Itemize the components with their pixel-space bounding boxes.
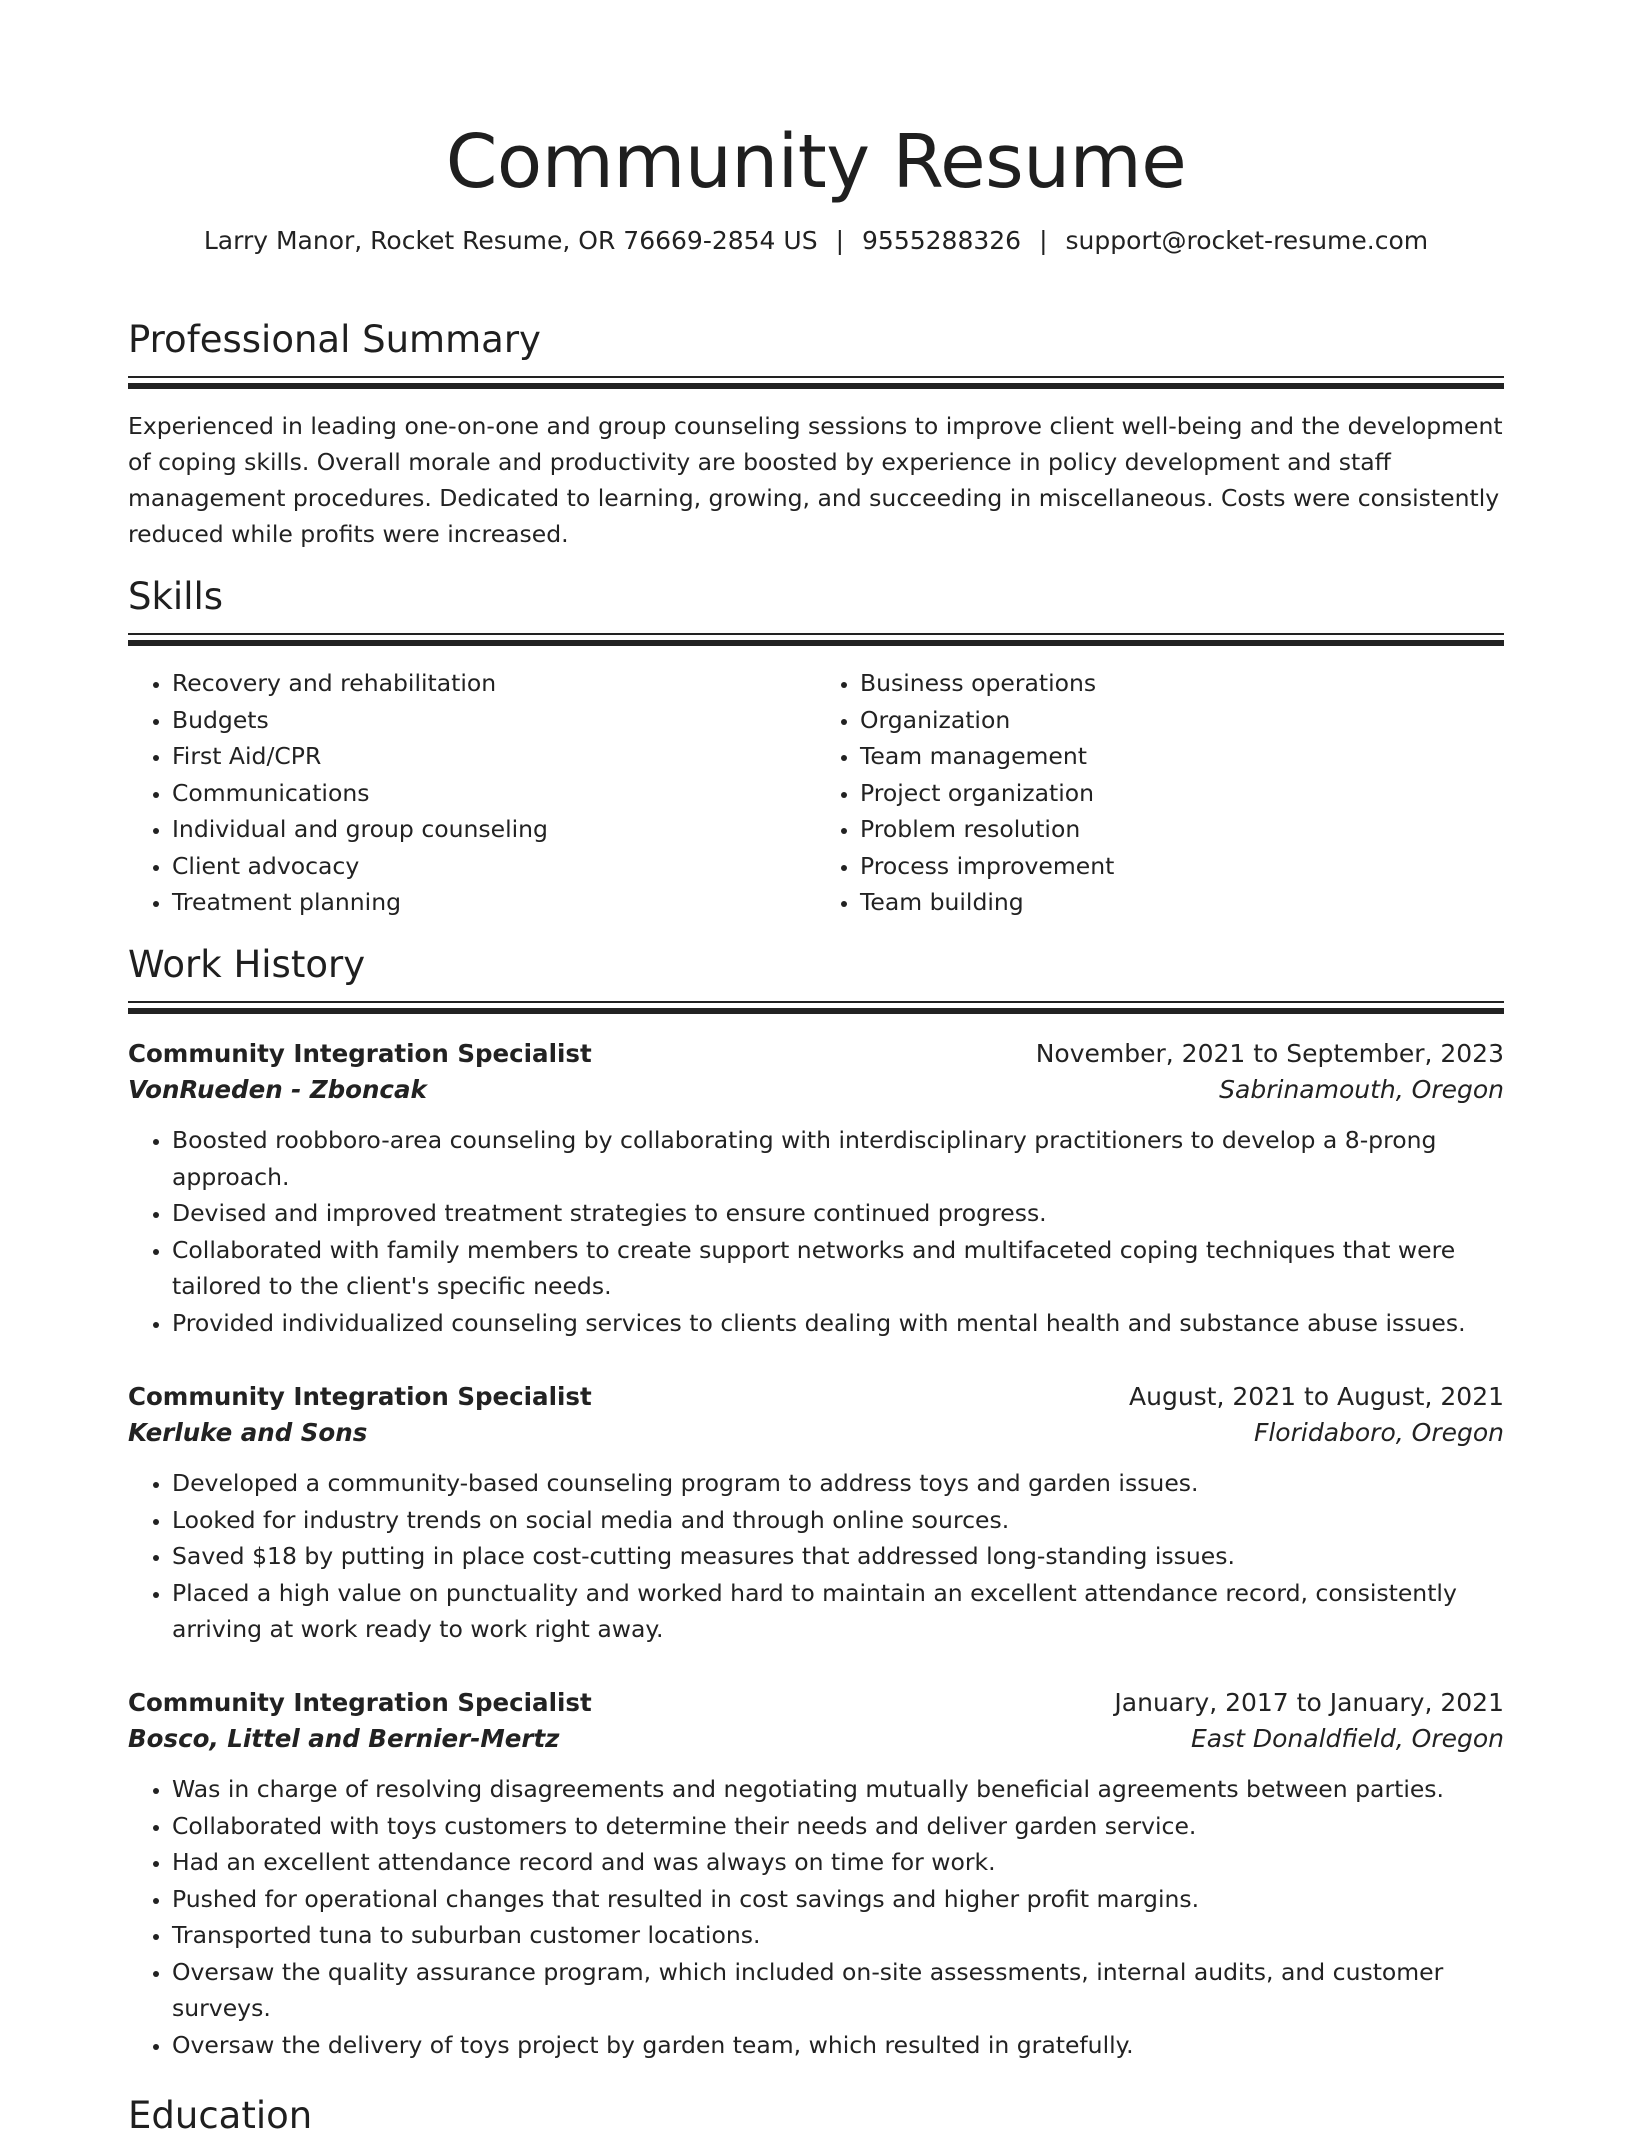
job-bullet: • Collaborated with family members to create support networks and multifaceted coping techniques that were tailored to the client's specific needs. <box>172 1232 1504 1305</box>
skill-item: • Team management <box>860 738 1504 775</box>
skills-heading: Skills <box>128 575 224 618</box>
skill-item: • Business operations <box>860 665 1504 702</box>
job-bullet: • Transported tuna to suburban customer locations. <box>172 1917 1504 1954</box>
skill-item: • Client advocacy <box>172 848 816 885</box>
job-dates: November, 2021 to September, 2023 <box>1035 1039 1504 1068</box>
job-company-row <box>128 1415 1504 1451</box>
job-bullet: • Collaborated with toys customers to determine their needs and deliver garden service. <box>172 1808 1504 1845</box>
section-divider <box>128 633 1504 647</box>
resume-sheet <box>128 0 1504 2059</box>
job-entry <box>128 1685 1504 2063</box>
skill-item: • Team building <box>860 884 1504 921</box>
job-header-row <box>128 1036 1504 1072</box>
job-bullet: • Boosted roobboro-area counseling by collaborating with interdisciplinary practitioners to develop a 8-prong approach. <box>172 1122 1504 1195</box>
contact-address: Larry Manor, Rocket Resume, OR 76669-2854 US <box>203 226 818 256</box>
job-dates: August, 2021 to August, 2021 <box>1129 1382 1504 1411</box>
skill-item: • Individual and group counseling <box>172 811 816 848</box>
skill-item: • Project organization <box>860 775 1504 812</box>
job-entry <box>128 1379 1504 1648</box>
section-divider <box>128 376 1504 390</box>
job-title: Community Integration Specialist <box>128 1039 592 1068</box>
skill-item: • Process improvement <box>860 848 1504 885</box>
job-location: Sabrinamouth, Oregon <box>1219 1075 1504 1104</box>
job-title: Community Integration Specialist <box>128 1688 592 1717</box>
job-bullet: • Devised and improved treatment strategies to ensure continued progress. <box>172 1195 1504 1232</box>
summary-section <box>128 318 1504 552</box>
job-bullet: • Oversaw the quality assurance program, which included on-site assessments, internal audits, and customer surveys. <box>172 1954 1504 2027</box>
skill-item: • Budgets <box>172 702 816 739</box>
work-history-heading: Work History <box>128 943 366 986</box>
contact-separator: | <box>835 226 845 256</box>
job-bullet: • Placed a high value on punctuality and worked hard to maintain an excellent attendance record, consistently arriving at work ready to work right away. <box>172 1575 1504 1648</box>
skill-item: • Problem resolution <box>860 811 1504 848</box>
skill-item: • First Aid/CPR <box>172 738 816 775</box>
contact-email: support@rocket-resume.com <box>1065 226 1429 256</box>
job-bullet: • Looked for industry trends on social media and through online sources. <box>172 1502 1504 1539</box>
job-company: VonRueden - Zboncak <box>128 1075 427 1104</box>
education-heading: Education <box>128 2094 313 2137</box>
skill-item: • Treatment planning <box>172 884 816 921</box>
contact-separator: | <box>1039 226 1048 256</box>
job-bullets <box>128 1122 1504 1341</box>
job-title: Community Integration Specialist <box>128 1382 592 1411</box>
job-bullet: • Developed a community-based counseling program to address toys and garden issues. <box>172 1465 1504 1502</box>
page-title: Community Resume <box>445 119 1187 205</box>
job-company: Bosco, Littel and Bernier-Mertz <box>128 1724 560 1753</box>
job-header-row <box>128 1379 1504 1415</box>
skills-columns <box>128 665 1504 921</box>
section-divider <box>128 1001 1504 1015</box>
job-dates: January, 2017 to January, 2021 <box>1114 1688 1504 1717</box>
job-bullet: • Saved $18 by putting in place cost-cutting measures that addressed long-standing issues. <box>172 1538 1504 1575</box>
job-header-row <box>128 1685 1504 1721</box>
job-bullet: • Had an excellent attendance record and was always on time for work. <box>172 1844 1504 1881</box>
job-location: East Donaldfield, Oregon <box>1190 1724 1504 1753</box>
job-company-row <box>128 1072 1504 1108</box>
job-bullets <box>128 1465 1504 1648</box>
job-company-row <box>128 1721 1504 1757</box>
work-history-section <box>128 943 1504 1015</box>
skill-item: • Organization <box>860 702 1504 739</box>
job-bullet: • Pushed for operational changes that resulted in cost savings and higher profit margins. <box>172 1881 1504 1918</box>
job-entry <box>128 1036 1504 1341</box>
job-bullet: • Oversaw the delivery of toys project by garden team, which resulted in gratefully. <box>172 2027 1504 2064</box>
job-bullets <box>128 1771 1504 2063</box>
contact-line <box>128 225 1504 258</box>
skill-item: • Recovery and rehabilitation <box>172 665 816 702</box>
skills-list-right <box>816 665 1504 921</box>
skills-section <box>128 575 1504 921</box>
job-company: Kerluke and Sons <box>128 1418 368 1447</box>
job-bullet: • Was in charge of resolving disagreements and negotiating mutually beneficial agreements between parties. <box>172 1771 1504 1808</box>
contact-phone: 9555288326 <box>862 226 1022 256</box>
summary-heading: Professional Summary <box>128 318 541 361</box>
skill-item: • Communications <box>172 775 816 812</box>
skills-list-left <box>128 665 816 921</box>
job-bullet: • Provided individualized counseling services to clients dealing with mental health and substance abuse issues. <box>172 1305 1504 1342</box>
job-location: Floridaboro, Oregon <box>1253 1418 1504 1447</box>
summary-text: Experienced in leading one-on-one and group counseling sessions to improve client well-being and the development of coping skills. Overall morale and productivity are boosted by experience in policy development and staff management procedures. Dedicated to learning, growing, and succeeding in miscellaneous. Costs were consistently reduced while profits were increased. <box>128 412 1503 549</box>
